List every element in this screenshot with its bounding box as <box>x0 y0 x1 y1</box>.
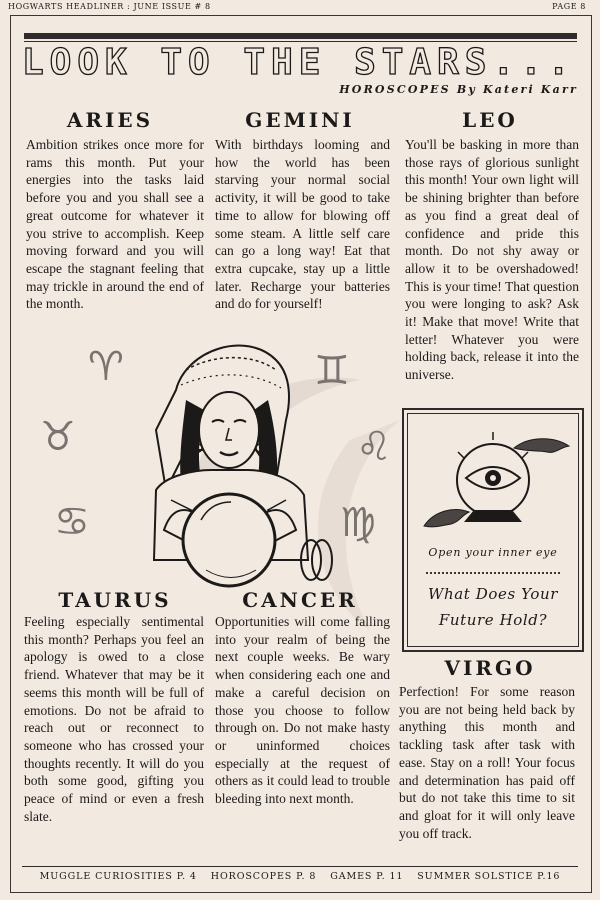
leo-text: You'll be basking in more than those rays of glorious sunlight this month! Your own light will be shining brighter than before as you find a great deal of confidence and pride this month. Do not shy away or allow it to be overshadowed! This is your time! That question you were longing to ask? Ask it! Make that move! Write that letter! Whatever you were holding back, release it into the universe. <box>405 137 579 383</box>
card-divider <box>426 572 560 574</box>
future-card <box>402 408 584 652</box>
taurus-glyph-icon: ♉ <box>40 414 76 460</box>
virgo-glyph-icon: ♍ <box>340 500 376 546</box>
virgo-text: Perfection! For some reason you are not being held back by anything this month and tackling task after task with ease. Stay on a roll! Your focus and determination has paid off but do not take this time to sit and gloat for it will only leave you off track. <box>399 684 575 841</box>
card-question-line2: Future Hold? <box>438 611 548 629</box>
gemini-glyph-icon: ♊ <box>314 348 350 394</box>
virgo-title: VIRGO <box>444 656 536 680</box>
headline: LOOK TO THE STARS... <box>22 42 576 83</box>
footer-rule <box>22 866 578 867</box>
footer-item-horoscopes: HOROSCOPES P. 8 <box>210 871 317 882</box>
taurus-title: TAURUS <box>58 588 172 612</box>
crystal-ball-eye-icon <box>404 418 582 538</box>
cancer-text: Opportunities will come falling into your realm of being the next couple weeks. Be wary when considering each one and make a careful decision on those you choose to follow through on. Do not make hasty or uninformed choices especially at the request of others as it could lead to trouble bleeding into next month. <box>215 614 390 807</box>
page-number: PAGE 8 <box>552 2 586 11</box>
card-tagline: Open your inner eye <box>428 546 558 559</box>
leo-glyph-icon: ♌ <box>356 424 392 470</box>
gemini-title: GEMINI <box>245 108 355 132</box>
footer-nav <box>22 871 578 882</box>
page-header <box>0 0 600 14</box>
footer-item-muggle-curiosities: MUGGLE CURIOSITIES P. 4 <box>39 871 197 882</box>
taurus-text: Feeling especially sentimental this month? Perhaps you feel an apology is owed to a close friend. Whatever that may be it seems this month will be full of emotions. Do not be afraid to reach out or reconnect to someone who has crossed your thoughts recently. It will do you both some good, gifting you peace of mind or even a fresh slate. <box>24 614 204 824</box>
issue-label: HOGWARTS HEADLINER : JUNE ISSUE # 8 <box>8 2 211 11</box>
footer-item-summer-solstice: SUMMER SOLSTICE P.16 <box>417 871 561 882</box>
headline-rule-thick <box>24 33 577 39</box>
cancer-glyph-icon: ♋ <box>54 499 90 545</box>
fortune-teller-illustration <box>36 330 396 600</box>
card-question <box>404 581 582 633</box>
footer-item-games: GAMES P. 11 <box>330 871 404 882</box>
byline: HOROSCOPES By Kateri Karr <box>339 83 578 96</box>
card-question-line1: What Does Your <box>427 585 559 603</box>
aries-text: Ambition strikes once more for rams this month. Put your energies into the tasks laid before you and you shall see a great outcome for whatever it you strive to accomplish. Keep moving forward and you will escape the stagnant feeling that may trickle in around the end of the month. <box>26 137 204 312</box>
aries-glyph-icon: ♈ <box>88 344 124 390</box>
gemini-text: With birthdays looming and how the world has been starving your normal social activity, it will be good to take time to allow for blowing off some steam. A little self care can go a long way! Eat that extra cupcake, stay up a little later. Recharge your batteries and do for yourself! <box>215 137 390 312</box>
aries-title: ARIES <box>66 108 154 132</box>
leo-title: LEO <box>462 108 518 132</box>
cancer-title: CANCER <box>242 588 358 612</box>
